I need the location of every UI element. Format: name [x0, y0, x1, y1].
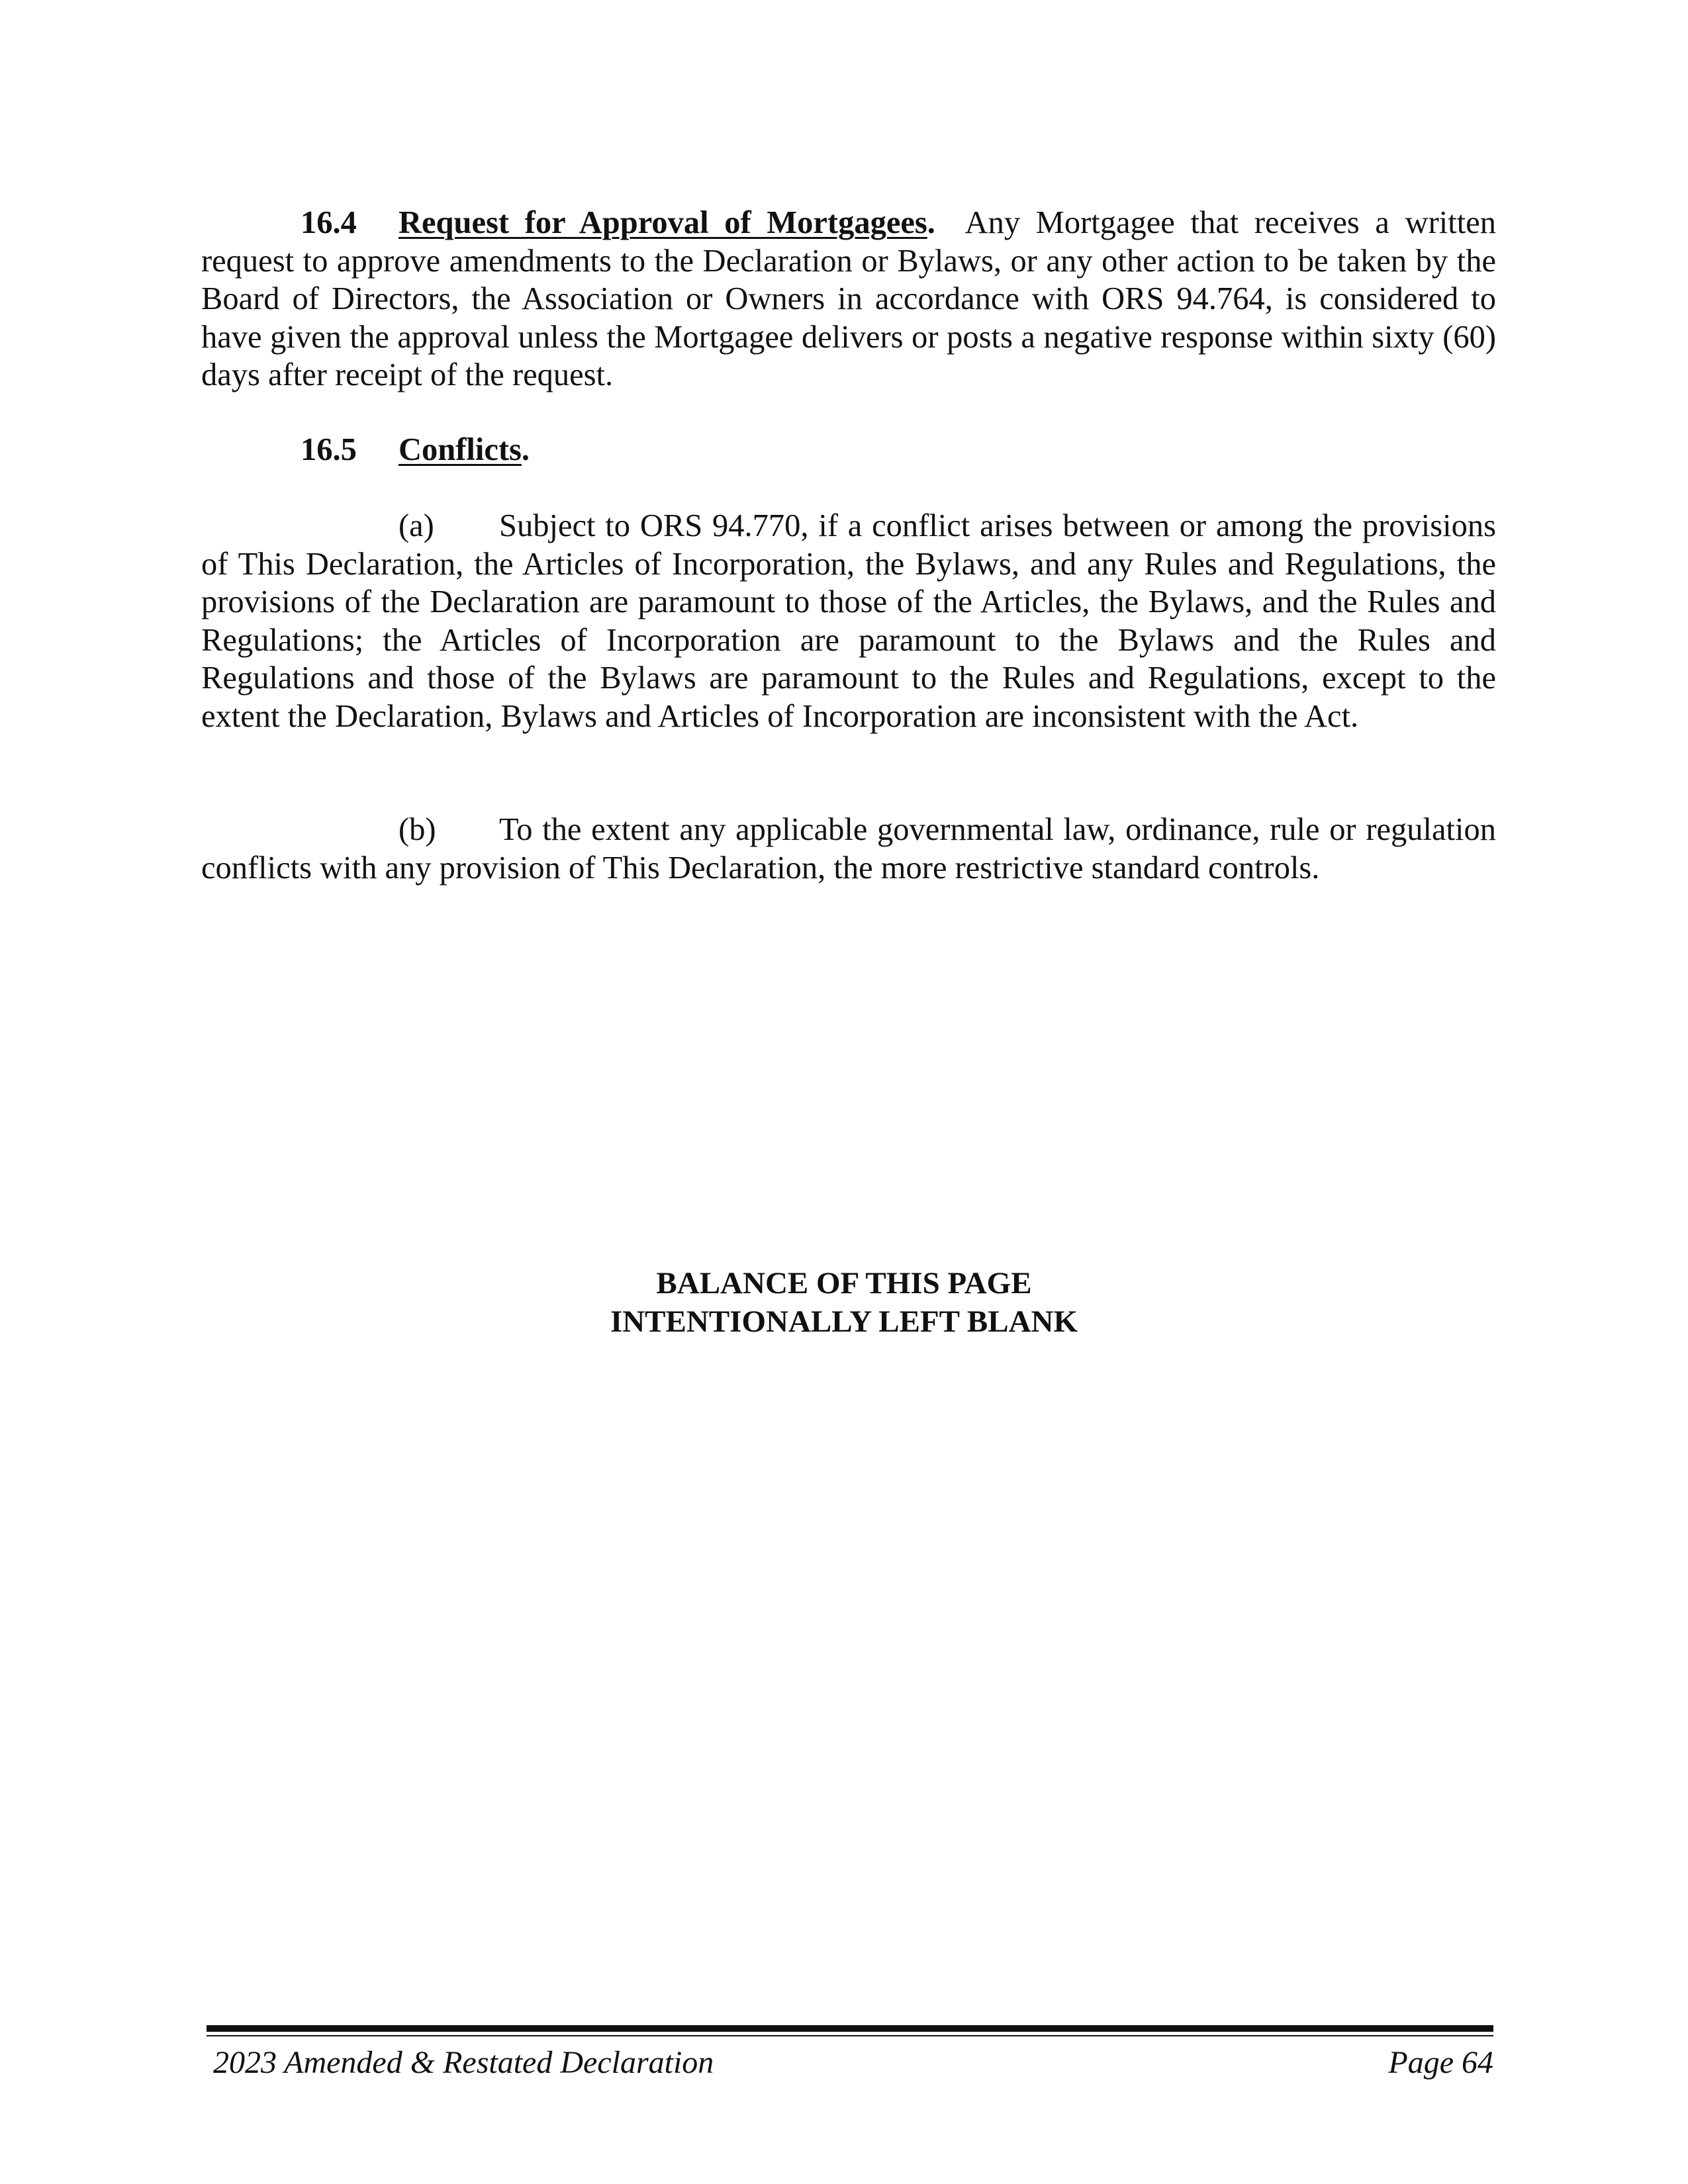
item-text: Subject to ORS 94.770, if a conflict arises between or among the provisions of This Declaration, the Articles of Incorporation, the Bylaws, and any Rules and Regulations, the provisions of the Declaration are paramount to those of the Articles, the Bylaws, and the Rules and Regulations; the Articles of Incorporation are paramount to the Bylaws and the Rules and Regulations and those of the Bylaws are paramount to the Rules and Regulations, except to the extent the Declaration, Bylaws and Articles of Incorporation are inconsistent with the Act. [201, 508, 1496, 734]
footer-rule-thin [207, 2035, 1493, 2036]
section-body: Any Mortgagee that receives a written request to approve amendments to the Declaration or Bylaws, or any other action to be taken by the Board of Directors, the Association or Owners in accordance with ORS 94.764, is considered to have given the approval unless the Mortgagee delivers or posts a negative response within sixty (60) days after receipt of the request. [201, 205, 1496, 392]
item-text: To the extent any applicable governmental law, ordinance, rule or regulation conflicts with any provision of This Declaration, the more restrictive standard controls. [201, 812, 1496, 886]
blank-notice-line-1: BALANCE OF THIS PAGE [656, 1266, 1032, 1300]
section-16-5-heading [201, 431, 530, 469]
item-letter: (b) [399, 812, 436, 847]
section-16-5-item-a [201, 507, 1496, 735]
item-letter: (a) [399, 508, 434, 543]
section-title-period: . [927, 205, 935, 240]
section-number: 16.4 [301, 205, 357, 240]
footer-document-title: 2023 Amended & Restated Declaration [213, 2045, 714, 2080]
blank-notice-line-2: INTENTIONALLY LEFT BLANK [610, 1304, 1078, 1339]
section-title: Request for Approval of Mortgagees [399, 205, 927, 240]
section-title: Conflicts [399, 432, 522, 467]
blank-page-notice [0, 1264, 1688, 1341]
section-title-period: . [521, 432, 530, 467]
footer-rule-thick [207, 2025, 1493, 2032]
section-16-4-paragraph [201, 204, 1496, 394]
footer-page-number: Page 64 [1388, 2045, 1493, 2080]
section-16-5-item-b [201, 811, 1496, 887]
section-number: 16.5 [301, 432, 357, 467]
